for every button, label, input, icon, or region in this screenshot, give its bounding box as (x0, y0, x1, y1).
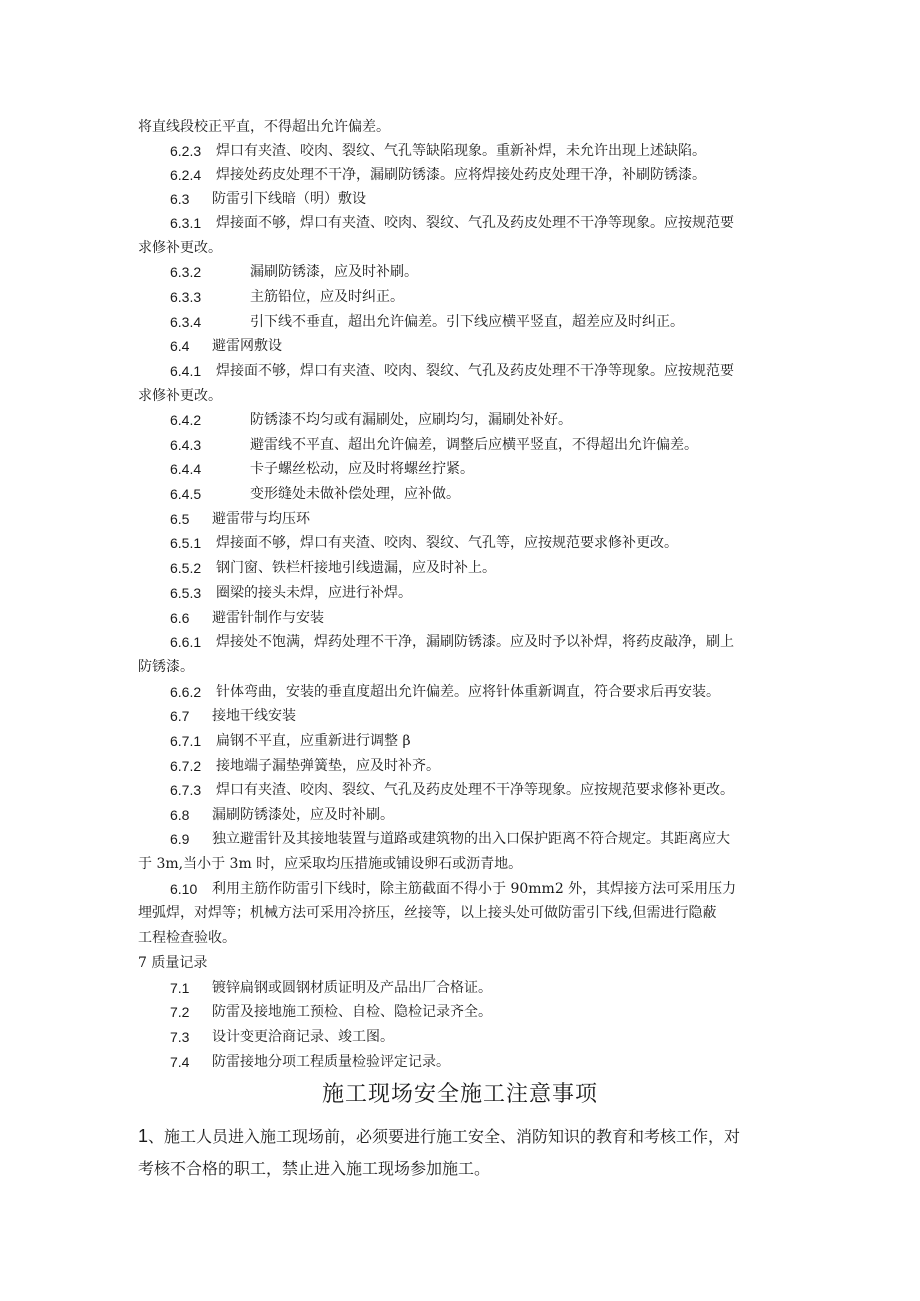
document-line (0, 633, 920, 651)
clause-text: 接地干线安装 (212, 708, 296, 724)
clause-number: 6.4.3 (170, 437, 202, 453)
document-line (0, 166, 920, 184)
document-line (0, 830, 920, 848)
clause-text: 埋弧焊，对焊等；机械方法可采用冷挤压，丝接等，以上接头处可做防雷引下线,但需进行隐蔽 (138, 905, 717, 921)
document-line (0, 1028, 920, 1046)
clause-number: 6.6.1 (170, 634, 202, 650)
clause-text: 漏刷防锈漆处，应及时补刷。 (212, 807, 394, 823)
document-line (0, 313, 920, 331)
clause-number: 7.1 (170, 980, 190, 996)
clause-text: 主筋铅位，应及时纠正。 (250, 289, 404, 305)
clause-number: 6.3.3 (170, 289, 202, 305)
document-line (0, 929, 920, 947)
clause-text: 接地端子漏垫弹簧垫，应及时补齐。 (216, 758, 440, 774)
paragraph-number: 1 (138, 1126, 149, 1146)
clause-number: 6.6.2 (170, 684, 202, 700)
document-line (0, 979, 920, 997)
clause-text: 焊接面不够，焊口有夹渣、咬肉、裂纹、气孔及药皮处理不干净等现象。应按规范要 (216, 215, 734, 231)
clause-number: 6.7 (170, 708, 190, 724)
clause-number: 6.7.2 (170, 758, 202, 774)
clause-number: 6.7.3 (170, 782, 202, 798)
clause-text: 设计变更洽商记录、竣工图。 (212, 1029, 394, 1045)
document-line (0, 954, 920, 972)
document-line (0, 288, 920, 306)
clause-text: 工程检查验收。 (138, 930, 236, 946)
document-line (0, 683, 920, 701)
clause-number: 6.3.2 (170, 264, 202, 280)
clause-text: 防雷及接地施工预检、自检、隐检记录齐全。 (212, 1004, 492, 1020)
clause-number: 6.8 (170, 807, 190, 823)
document-line (0, 214, 920, 232)
clause-number: 6.10 (170, 881, 198, 897)
paragraph-line (138, 1158, 490, 1180)
clause-number: 6.5 (170, 511, 190, 527)
document-line (0, 732, 920, 750)
paragraph-text: 、施工人员进入施工现场前，必须要进行施工安全、消防知识的教育和考核工作，对 (148, 1127, 741, 1146)
clause-text: 漏刷防锈漆，应及时补刷。 (250, 264, 418, 280)
clause-number: 6.7.1 (170, 733, 202, 749)
document-line (0, 534, 920, 552)
clause-number: 6.4 (170, 338, 190, 354)
paragraph-line (138, 1125, 740, 1148)
clause-text: 焊口有夹渣、咬肉、裂纹、气孔及药皮处理不干净等现象。应按规范要求修补更改。 (216, 782, 734, 798)
clause-text: 防雷接地分项工程质量检验评定记录。 (212, 1054, 450, 1070)
document-line (0, 855, 920, 873)
clause-number: 6.3.1 (170, 215, 202, 231)
clause-text: 针体弯曲，安装的垂直度超出允许偏差。应将针体重新调直，符合要求后再安装。 (216, 684, 720, 700)
document-line (0, 411, 920, 429)
clause-text: 于 3m,当小于 3m 时，应采取均压措施或铺设卵石或沥青地。 (138, 856, 523, 872)
document-line (0, 1053, 920, 1071)
clause-text: 焊口有夹渣、咬肉、裂纹、气孔等缺陷现象。重新补焊，未允许出现上述缺陷。 (216, 143, 706, 159)
clause-text: 引下线不垂直，超出允许偏差。引下线应横平竖直，超差应及时纠正。 (250, 314, 684, 330)
clause-text: 独立避雷针及其接地装置与道路或建筑物的出入口保护距离不符合规定。其距离应大 (212, 831, 730, 847)
clause-number: 6.2.3 (170, 143, 202, 159)
document-line (0, 609, 920, 627)
clause-text: 避雷针制作与安装 (212, 610, 324, 626)
clause-number: 7.3 (170, 1029, 190, 1045)
document-line (0, 485, 920, 503)
document-line (0, 362, 920, 380)
document-line (0, 806, 920, 824)
document-line (0, 707, 920, 725)
clause-text: 求修补更改。 (138, 388, 222, 404)
clause-number: 7.4 (170, 1054, 190, 1070)
clause-text: 扁钢不平直，应重新进行调整 β (216, 733, 411, 749)
clause-text: 利用主筋作防雷引下线时，除主筋截面不得小于 90mm2 外，其焊接方法可采用压力 (212, 881, 737, 897)
paragraph-text: 考核不合格的职工，禁止进入施工现场参加施工。 (138, 1159, 491, 1178)
clause-text: 焊接处药皮处理不干净，漏刷防锈漆。应将焊接处药皮处理干净，补刷防锈漆。 (216, 167, 706, 183)
clause-text: 将直线段校正平直，不得超出允许偏差。 (138, 119, 390, 135)
clause-number: 6.4.5 (170, 486, 202, 502)
document-line (0, 118, 920, 136)
document-line (0, 190, 920, 208)
document-line (0, 263, 920, 281)
document-line (0, 880, 920, 898)
clause-number: 6.4.1 (170, 363, 202, 379)
document-line (0, 510, 920, 528)
clause-text: 防锈漆不均匀或有漏刷处，应刷均匀，漏刷处补好。 (250, 412, 572, 428)
clause-number: 6.4.2 (170, 412, 202, 428)
document-line (0, 559, 920, 577)
document-line (0, 460, 920, 478)
clause-text: 避雷网敷设 (212, 338, 282, 354)
document-line (0, 387, 920, 405)
clause-text: 防雷引下线暗（明）敷设 (212, 191, 366, 207)
document-line (0, 1003, 920, 1021)
clause-number: 6.6 (170, 610, 190, 626)
document-line (0, 757, 920, 775)
clause-number: 6.5.3 (170, 585, 202, 601)
section-title: 施工现场安全施工注意事项 (321, 1082, 598, 1107)
clause-number: 6.2.4 (170, 167, 202, 183)
clause-number: 6.3 (170, 191, 190, 207)
clause-text: 防锈漆。 (138, 659, 194, 675)
clause-text: 圈梁的接头未焊，应进行补焊。 (216, 585, 412, 601)
clause-number: 6.3.4 (170, 314, 202, 330)
clause-number: 6.4.4 (170, 461, 202, 477)
document-line (0, 584, 920, 602)
clause-text: 避雷线不平直、超出允许偏差，调整后应横平竖直，不得超出允许偏差。 (250, 437, 698, 453)
document-line (0, 436, 920, 454)
document-line (0, 142, 920, 160)
clause-number: 7.2 (170, 1004, 190, 1020)
clause-text: 求修补更改。 (138, 240, 222, 256)
clause-text: 镀锌扁钢或圆钢材质证明及产品出厂合格证。 (212, 980, 492, 996)
document-line (0, 904, 920, 922)
clause-number: 6.5.1 (170, 535, 202, 551)
clause-text: 焊接面不够，焊口有夹渣、咬肉、裂纹、气孔及药皮处理不干净等现象。应按规范要 (216, 363, 734, 379)
document-line (0, 781, 920, 799)
clause-text: 变形缝处未做补偿处理，应补做。 (250, 486, 460, 502)
document-line (0, 337, 920, 355)
clause-text: 钢门窗、铁栏杆接地引线遗漏，应及时补上。 (216, 560, 496, 576)
clause-number: 6.5.2 (170, 560, 202, 576)
clause-text: 7 质量记录 (138, 955, 208, 971)
clause-text: 焊接处不饱满，焊药处理不干净，漏刷防锈漆。应及时予以补焊，将药皮敲净，刷上 (216, 634, 734, 650)
clause-text: 焊接面不够，焊口有夹渣、咬肉、裂纹、气孔等，应按规范要求修补更改。 (216, 535, 678, 551)
clause-text: 卡子螺丝松动，应及时将螺丝拧紧。 (250, 461, 474, 477)
clause-text: 避雷带与均压环 (212, 511, 310, 527)
document-line (0, 658, 920, 676)
document-line (0, 239, 920, 257)
clause-number: 6.9 (170, 831, 190, 847)
